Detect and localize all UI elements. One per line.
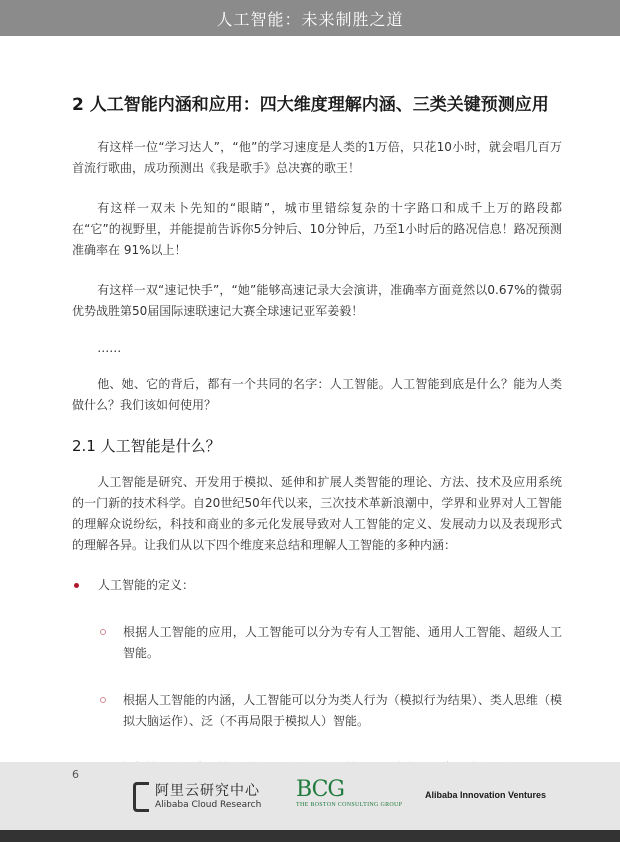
sub-bullet-item-connotation (100, 690, 562, 732)
sub-bullet-text: 根据人工智能的内涵，人工智能可以分为类人行为（模拟行为结果）、类人思维（模拟大脑运作）、泛（不再局限于模拟人）智能。 (123, 693, 562, 728)
bottom-bar (0, 830, 620, 842)
bcg-logo (296, 778, 402, 808)
sub-bullet-item-application (100, 622, 562, 664)
bcg-logo-mark: BCG (296, 777, 344, 802)
page-number: 6 (72, 768, 79, 781)
alibaba-logo-zh: 阿里云研究中心 (155, 783, 260, 799)
bcg-logo-sub: THE BOSTON CONSULTING GROUP (296, 802, 403, 808)
paragraph-traffic-eyes: 有这样一双未卜先知的“眼睛”，城市里错综复杂的十字路口和成千上万的路段都在“它”的视野里，并能提前告诉你5分钟后、10分钟后，乃至1小时后的路况信息！路况预测准确率在 91%以上！ (72, 201, 562, 257)
header-title: 人工智能：未来制胜之道 (216, 9, 404, 29)
ellipsis: …… (97, 341, 122, 355)
alibaba-cloud-research-logo (133, 782, 261, 812)
paragraph-learning-expert: 有这样一位“学习达人”，“他”的学习速度是人类的1万倍，只花10小时，就会唱几百万首流行歌曲，成功预测出《我是歌手》总决赛的歌王！ (72, 140, 562, 175)
subsection-title: 2.1 人工智能是什么？ (72, 437, 221, 455)
alibaba-cloud-bracket-icon (133, 782, 149, 812)
alibaba-logo-en: Alibaba Cloud Research (155, 800, 262, 810)
bullet-dot-icon (74, 583, 79, 588)
alibaba-innovation-ventures-logo: Alibaba Innovation Ventures (425, 790, 547, 800)
section-title: 2 人工智能内涵和应用：四大维度理解内涵、三类关键预测应用 (72, 95, 549, 115)
paragraph-closing: 他、她、它的背后，都有一个共同的名字：人工智能。人工智能到底是什么？能为人类做什么？我们该如何使用？ (72, 377, 562, 412)
page-header (0, 0, 620, 36)
page-footer (0, 762, 620, 830)
sub-bullet-ring-icon (100, 697, 106, 703)
bullet-item-definition (72, 575, 562, 596)
page-content (72, 90, 562, 779)
paragraph-stenographer: 有这样一双“速记快手”，“她”能够高速记录大会演讲，准确率方面竟然以0.67%的微弱优势战胜第50届国际速联速记大赛全球速记亚军姜毅！ (72, 283, 562, 318)
sub-bullet-text: 根据人工智能的应用，人工智能可以分为专有人工智能、通用人工智能、超级人工智能。 (123, 625, 562, 660)
bullet-text: 人工智能的定义： (98, 578, 195, 592)
paragraph-definition: 人工智能是研究、开发用于模拟、延伸和扩展人类智能的理论、方法、技术及应用系统的一门新的技术科学。自20世纪50年代以来，三次技术革新浪潮中，学界和业界对人工智能的理解众说纷纭，科技和商业的多元化发展导致对人工智能的定义、发展动力以及表现形式的理解各异。让我们从以下四个维度来总结和理解人工智能的多种内涵： (72, 475, 562, 552)
sub-bullet-ring-icon (100, 629, 106, 635)
